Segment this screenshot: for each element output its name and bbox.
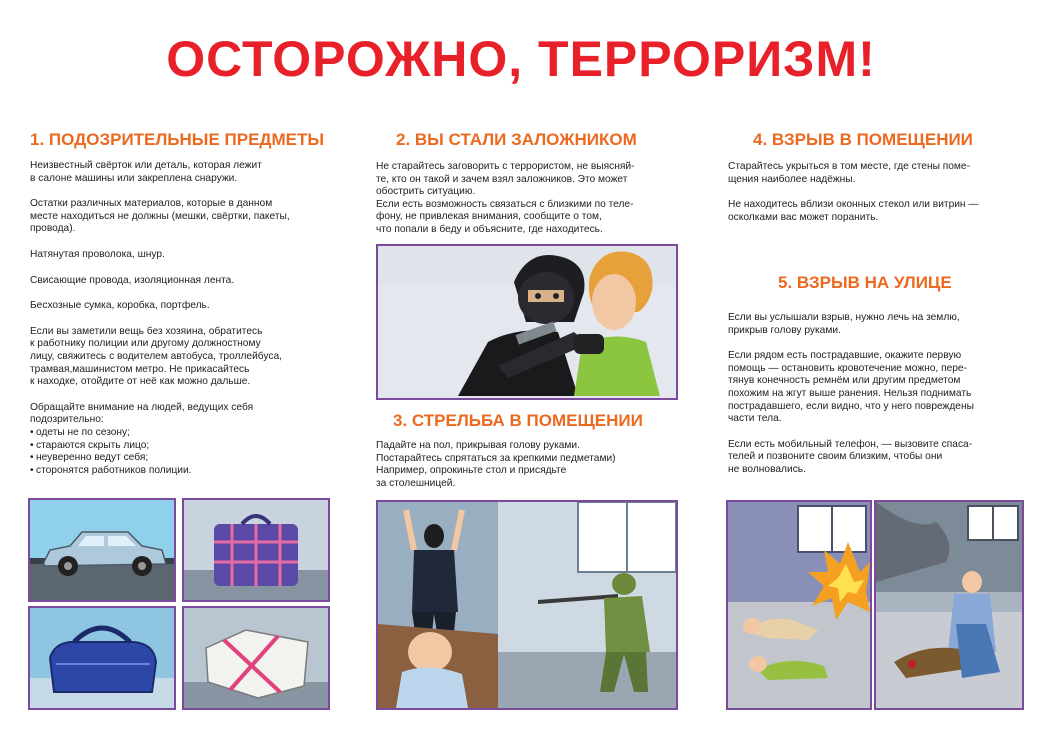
text-line: Например, опрокиньте стол и присядьте: [376, 465, 567, 477]
blue-bag-illustration: [28, 606, 176, 710]
text-line: прикрыв голову руками.: [728, 324, 841, 336]
text-line: подозрительно:: [30, 414, 104, 426]
car-illustration: [28, 498, 176, 602]
section-hostage-text: [376, 161, 686, 237]
text-line: пострадавшего, если видно, что у него повреждены: [728, 400, 974, 412]
text-line: что попали в беду и объясните, где находитесь.: [376, 223, 603, 235]
section-street-explosion-text: [728, 312, 1028, 477]
list-item: • неуверенно ведут себя;: [30, 452, 350, 465]
text-line: месте находиться не должны (мешки, свёртки, пакеты,: [30, 210, 290, 222]
section-shooting-text: [376, 440, 686, 490]
text-line: Неизвестный свёрток или деталь, которая лежит: [30, 160, 262, 171]
section-heading-street-explosion: 5. ВЗРЫВ НА УЛИЦЕ: [778, 273, 952, 292]
text-line: телей и позвоните своим близким, чтобы они: [728, 451, 943, 463]
text-line: части тела.: [728, 413, 782, 425]
text-line: те, кто он такой и зачем взял заложников. Это может: [376, 173, 628, 185]
text-line: провода).: [30, 223, 76, 235]
text-line: Бесхозные сумка, коробка, портфель.: [30, 300, 210, 312]
text-line: Старайтесь укрыться в том месте, где стены поме-: [728, 161, 970, 172]
text-line: Если вы услышали взрыв, нужно лечь на землю,: [728, 312, 960, 323]
hostage-illustration: [376, 244, 678, 400]
street-first-aid-illustration: [874, 500, 1024, 710]
text-line: Если вы заметили вещь без хозяина, обратитесь: [30, 325, 263, 337]
section-indoor-explosion-text: [728, 161, 1028, 224]
text-line: в салоне машины или закреплена снаружи.: [30, 172, 238, 184]
behaviour-list: [30, 427, 350, 477]
section-heading-shooting: 3. СТРЕЛЬБА В ПОМЕЩЕНИИ: [393, 411, 643, 430]
list-item: • одеты не по сезону;: [30, 427, 350, 440]
page-title: ОСТОРОЖНО, ТЕРРОРИЗМ!: [166, 31, 876, 87]
text-line: Не находитесь вблизи оконных стекол или витрин —: [728, 199, 979, 211]
text-line: лицу, свяжитесь с водителем автобуса, троллейбуса,: [30, 350, 282, 362]
shooting-illustration: [376, 500, 678, 710]
text-line: Обращайте внимание на людей, ведущих себя: [30, 401, 254, 413]
text-line: осколками вас может поранить.: [728, 211, 879, 223]
text-line: к находке, отойдите от неё как можно дальше.: [30, 376, 251, 388]
text-line: Если рядом есть пострадавшие, окажите первую: [728, 350, 962, 362]
text-line: Остатки различных материалов, которые в данном: [30, 198, 273, 210]
text-line: не волновались.: [728, 463, 806, 475]
text-line: Постарайтесь спрятаться за крепкими педметами): [376, 452, 616, 464]
text-line: к работнику полиции или другому должностному: [30, 338, 261, 350]
wrapped-package-illustration: [182, 606, 330, 710]
text-line: трамвая,машинистом метро. Не прикасайтесь: [30, 363, 250, 375]
indoor-explosion-illustration: [726, 500, 872, 710]
text-line: Натянутая проволока, шнур.: [30, 248, 165, 260]
section-suspicious-items-text: [30, 160, 350, 477]
text-line: Если есть мобильный телефон, — вызовите спаса-: [728, 438, 973, 450]
text-line: фону, не привлекая внимания, сообщите о том,: [376, 211, 602, 223]
text-line: похожим на жгут выше ранения. Нельзя поднимать: [728, 387, 972, 399]
text-line: помощь — остановить кровотечение можно, пере-: [728, 362, 967, 374]
text-line: за столешницей.: [376, 477, 456, 489]
text-line: Свисающие провода, изоляционная лента.: [30, 274, 235, 286]
checked-bag-illustration: [182, 498, 330, 602]
section-heading-suspicious-items: 1. ПОДОЗРИТЕЛЬНЫЕ ПРЕДМЕТЫ: [30, 130, 325, 149]
text-line: тянув конечность ремнём или другим предметом: [728, 375, 961, 387]
text-line: обострить ситуацию.: [376, 186, 476, 198]
text-line: Не старайтесь заговорить с террористом, не выясняй-: [376, 161, 635, 172]
list-item: • сторонятся работников полиции.: [30, 465, 350, 478]
section-heading-indoor-explosion: 4. ВЗРЫВ В ПОМЕЩЕНИИ: [753, 130, 973, 149]
text-line: Если есть возможность связаться с близкими по теле-: [376, 198, 634, 210]
text-line: Падайте на пол, прикрывая голову руками.: [376, 440, 580, 451]
text-line: щения наиболее надёжны.: [728, 173, 856, 185]
section-heading-hostage: 2. ВЫ СТАЛИ ЗАЛОЖНИКОМ: [396, 130, 637, 149]
list-item: • стараются скрыть лицо;: [30, 440, 350, 453]
